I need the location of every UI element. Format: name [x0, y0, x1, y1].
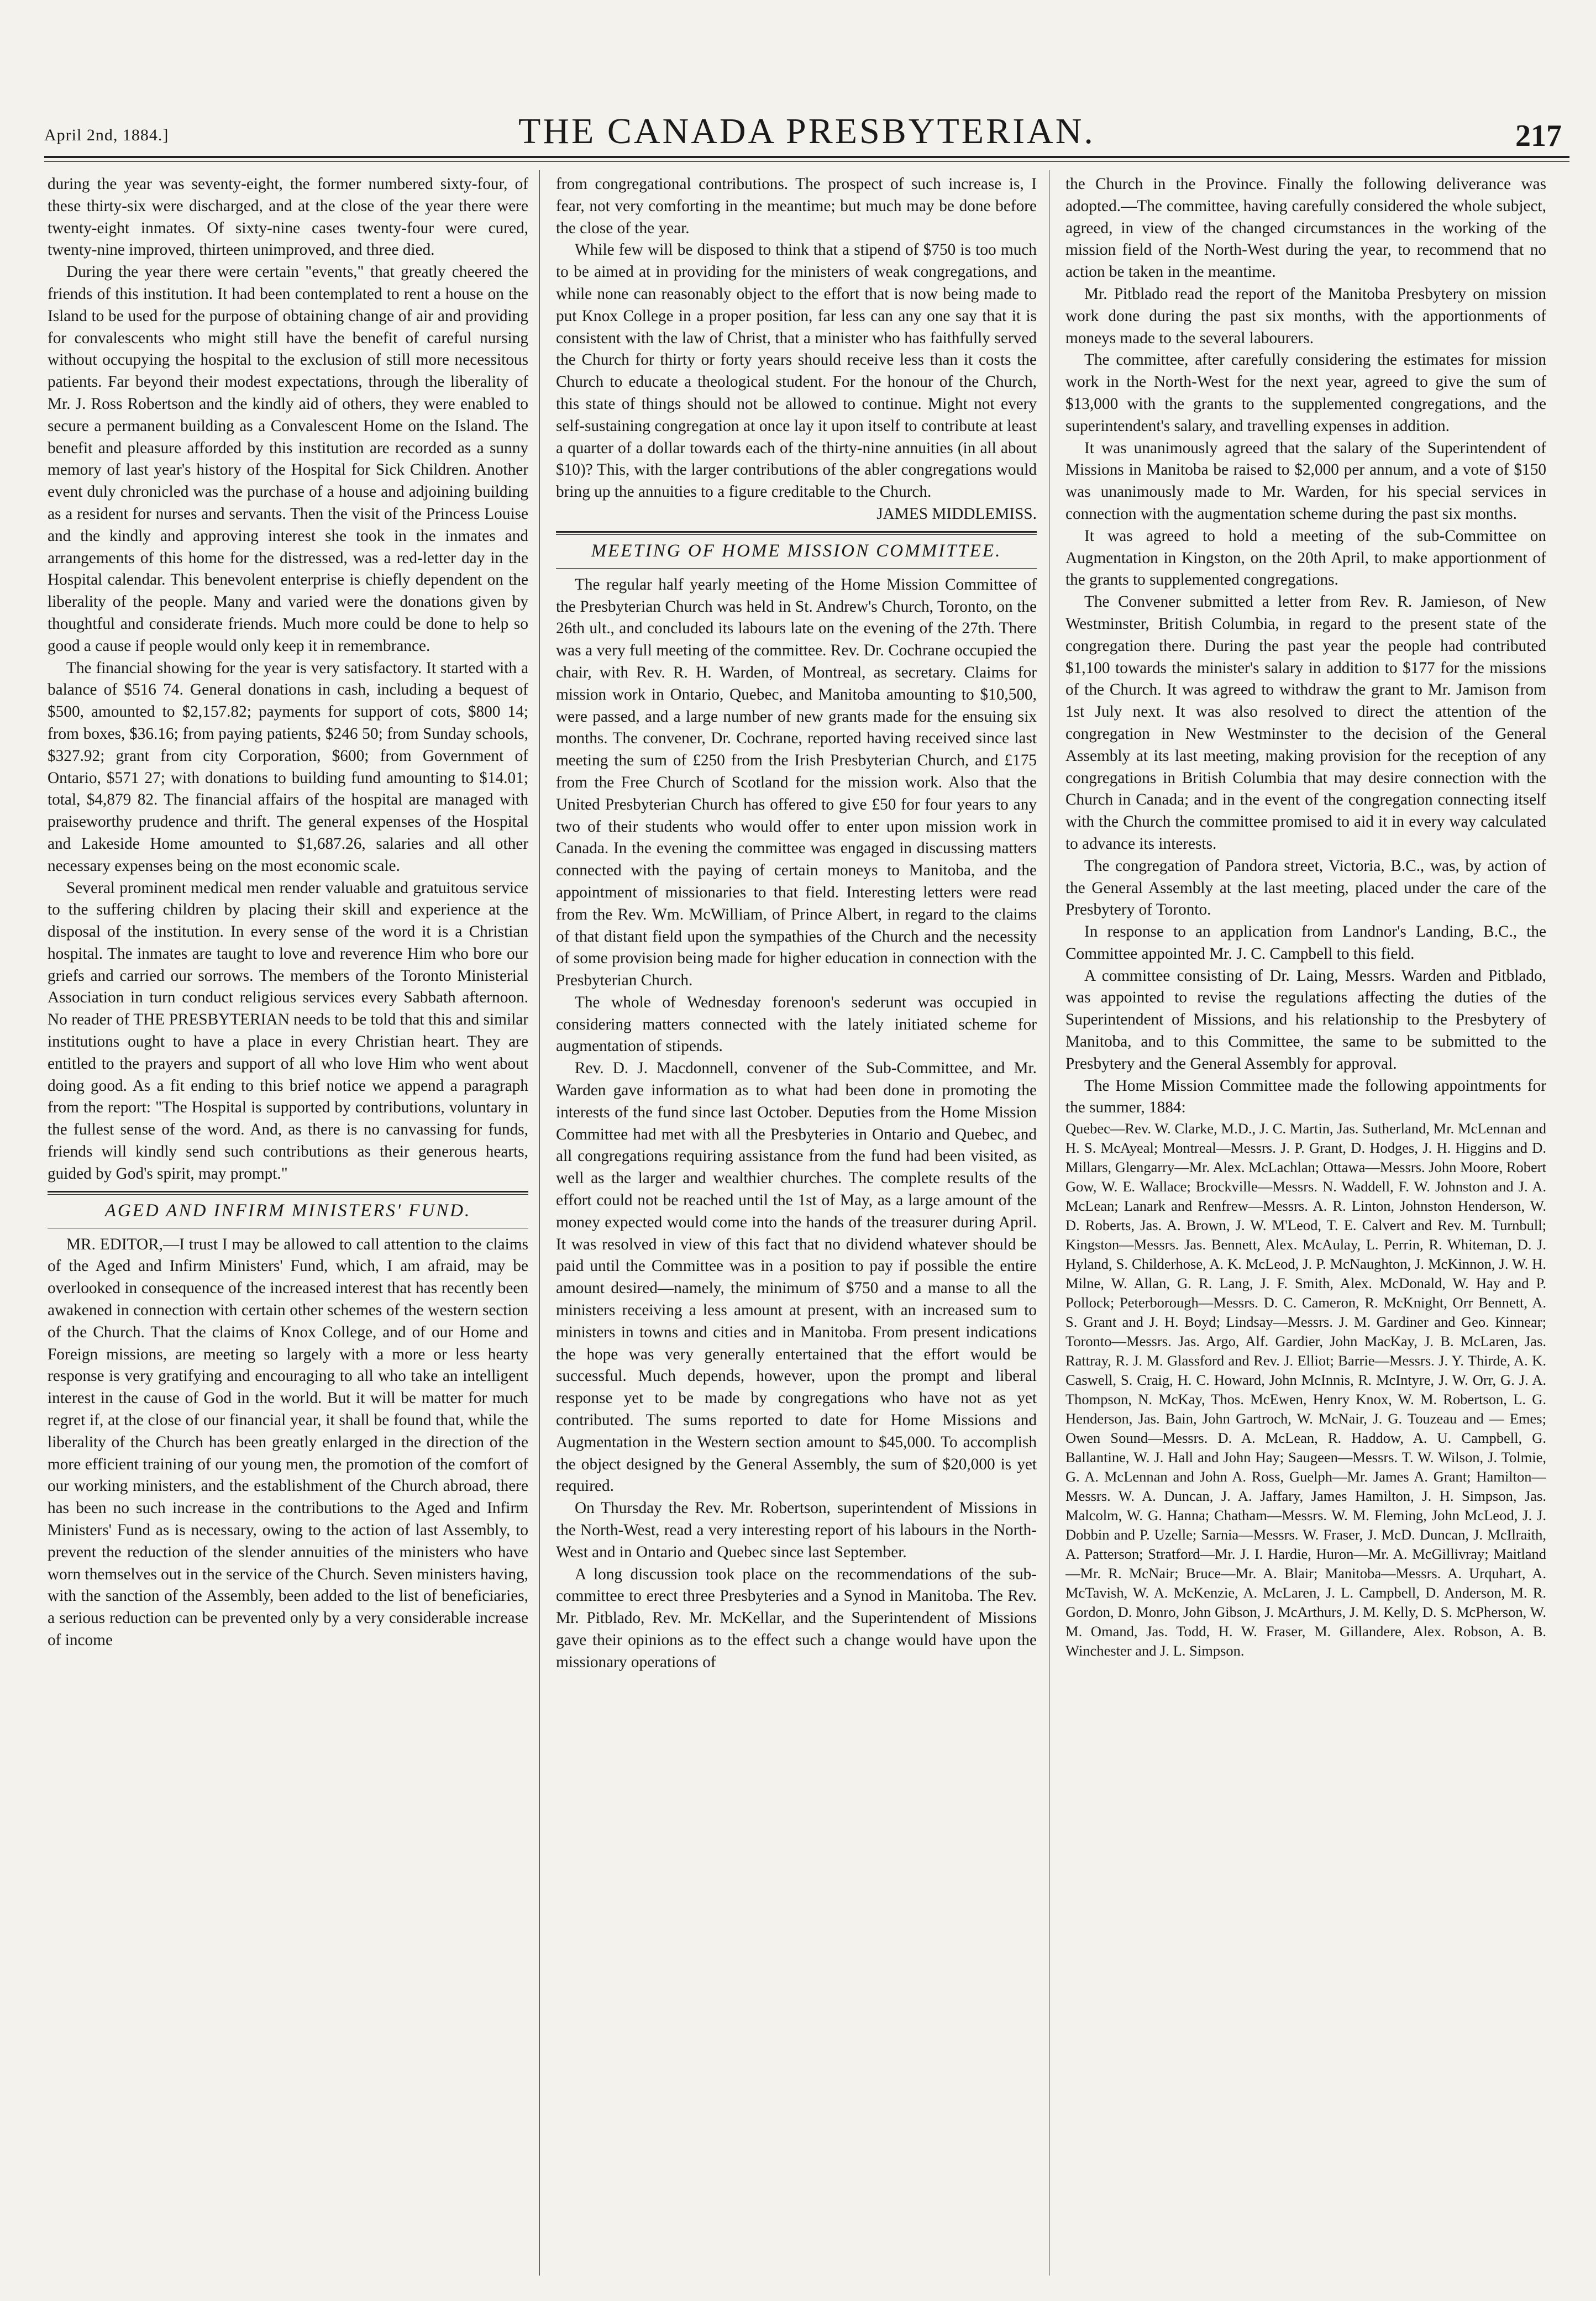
paragraph: the Church in the Province. Finally the following deliverance was adopted.—The committee, having carefully considered the whole subject, agreed, in view of the changed circumstances in the working of the mission field of the North-West during the year, to recommend that no action be taken in the meantime. [1065, 175, 1546, 281]
masthead-rule-thin [44, 161, 1569, 162]
article-heading: AGED AND INFIRM MINISTERS' FUND. [104, 1200, 471, 1221]
paragraph: The congregation of Pandora street, Victoria, B.C., was, by action of the General Assembly at the last meeting, placed under the care of the Presbytery of Toronto. [1065, 857, 1546, 919]
column-2 [556, 174, 1037, 2273]
paragraph: In response to an application from Landnor's Landing, B.C., the Committee appointed Mr. J. C. Campbell to this field. [1065, 923, 1546, 963]
paragraph: During the year there were certain "events," that greatly cheered the friends of this institution. It had been contemplated to rent a house on the Island to be used for the purpose of obtaining change of air and providing for convalescents who might still have the benefit of careful nursing without occupying the hospital to the exclusion of still more necessitous patients. Far beyond their modest expectations, through the liberality of Mr. J. Ross Robertson and the kindly aid of others, they were enabled to secure a permanent building as a Convalescent Home on the Island. The benefit and pleasure afforded by this institution are recorded as a sunny memory of last year's history of the Hospital for Sick Children. Another event duly chronicled was the purchase of a house and adjoining building as a resident for nurses and servants. Then the visit of the Princess Louise and the kindly and approving interest she took in the inmates and arrangements of this home for the distressed, was a red-letter day in the Hospital calendar. This benevolent enterprise is chiefly dependent on the liberality of the people. Many and varied were the donations given by thoughtful and considerate friends. Much more could be done to help so good a cause if people would only keep it in remembrance. [48, 263, 528, 655]
paragraph: The Home Mission Committee made the following appointments for the summer, 1884: [1065, 1076, 1546, 1117]
newspaper-title: THE CANADA PRESBYTERIAN. [518, 111, 1095, 151]
paragraph: The Convener submitted a letter from Rev. R. Jamieson, of New Westminster, British Columbia, in regard to the present state of the congregation there. During the past year the people had contributed $1,100 towards the minister's salary in addition to $177 for the missions of the Church. It was agreed to withdraw the grant to Mr. Jamison from 1st July next. It was also resolved to direct the attention of the congregation in New Westminster to the decision of the General Assembly at its last meeting, making provision for the reception of any congregations in British Columbia that may desire connection with the Church in Canada; and in the event of the congregation connecting itself with the Church the committee promised to aid it in every way calculated to advance its interests. [1065, 593, 1546, 853]
article-heading: MEETING OF HOME MISSION COMMITTEE. [591, 540, 1002, 561]
paragraph: It was unanimously agreed that the salary of the Superintendent of Missions in Manitoba be raised to $2,000 per annum, and a vote of $150 was unanimously made to Mr. Warden, for his special services in connection with the augmentation scheme during the past six months. [1065, 439, 1546, 523]
paragraph: The financial showing for the year is very satisfactory. It started with a balance of $516 74. General donations in cash, including a bequest of $500, amounted to $2,157.82; payments for support of cots, $800 14; from boxes, $36.16; from paying patients, $246 50; from Sunday schools, $327.92; grant from city Corporation, $600; from Government of Ontario, $571 27; with donations to building fund amounting to $14.01; total, $4,879 82. The financial affairs of the hospital are managed with praiseworthy prudence and thrift. The general expenses of the Hospital and Lakeside Home amounted to $1,687.26, salaries and all other necessary expenses being on the most economic scale. [48, 659, 528, 875]
paragraph: from congregational contributions. The prospect of such increase is, I fear, not very comforting in the meantime; but much may be done before the close of the year. [556, 175, 1037, 237]
page-number: 217 [1515, 119, 1562, 153]
section-divider [556, 531, 1037, 535]
column-3 [1065, 174, 1546, 2273]
issue-date: April 2nd, 1884.] [44, 126, 169, 144]
paragraph: Rev. D. J. Macdonnell, convener of the Sub-Committee, and Mr. Warden gave information as to what had been done in promoting the interests of the fund since last October. Deputies from the Home Mission Committee had met with all the Presbyteries in Ontario and Quebec, and all congregations requiring assistance from the fund had been visited, as well as the larger and wealthier churches. The complete results of the effort could not be reached until the 1st of May, as a large amount of the money expected would come into the hands of the treasurer during April. It was resolved in view of this fact that no dividend whatever should be paid until the Committee was in a position to pay if possible the entire amount desired—namely, the minimum of $750 and a manse to all the ministers receiving a less amount at present, with an increased sum to ministers in towns and cities and in Manitoba. From present indications the hope was very generally entertained that the effort would be successful. Much depends, however, upon the prompt and liberal response yet to be made by congregations who have not as yet contributed. The sums reported to date for Home Missions and Augmentation in the Western section amount to $45,000. To accomplish the object designed by the General Assembly, the sum of $20,000 is yet required. [556, 1059, 1037, 1495]
paragraph: The committee, after carefully considering the estimates for mission work in the North-West for the next year, agreed to give the sum of $13,000 with the grants to the supplemented congregations, and the superintendent's salary, and travelling expenses in addition. [1065, 351, 1546, 435]
paragraph: MR. EDITOR,—I trust I may be allowed to call attention to the claims of the Aged and Infirm Ministers' Fund, which, I am afraid, may be overlooked in consequence of the increased interest that has recently been awakened in connection with certain other schemes of the western section of the Church. That the claims of Knox College, and of our Home and Foreign missions, are meeting so largely with a more or less hearty response is very gratifying and encouraging to all who take an intelligent interest in the cause of God in the world. But it will be matter for much regret if, at the close of our financial year, it shall be found that, while the liberality of the Church has been greatly enlarged in the direction of the more efficient training of our young men, the promotion of the comfort of our working ministers, and the establishment of the Church abroad, there has been no such increase in the contributions to the Aged and Infirm Ministers' Fund as is necessary, owing to the action of last Assembly, to prevent the reduction of the slender annuities of the ministers who have worn themselves out in the service of the Church. Seven ministers having, with the sanction of the Assembly, been added to the list of beneficiaries, a serious reduction can be prevented only by a very considerable increase of income [48, 1235, 528, 1649]
column-1 [48, 174, 528, 2273]
paragraph: A long discussion took place on the recommendations of the sub-committee to erect three Presbyteries and a Synod in Manitoba. The Rev. Mr. Pitblado, Rev. Mr. McKellar, and the Superintendent of Missions gave their opinions as to the effect such a change would have upon the missionary operations of [556, 1565, 1037, 1671]
appointments-list [1065, 1119, 1546, 1661]
paragraph: While few will be disposed to think that a stipend of $750 is too much to be aimed at in providing for the ministers of weak congregations, and while none can reasonably object to the effort that is now being made to put Knox College in a proper position, far less can any one say that it is consistent with the law of Christ, that a minister who has faithfully served the Church for thirty or forty years should receive less than it costs the Church to educate a theological student. For the honour of the Church, this state of things should not be allowed to continue. Might not every self-sustaining congregation at once lay it upon itself to contribute at least a quarter of a dollar towards each of the thirty-nine annuities (in all about $10)? This, with the larger contributions of the abler congregations would bring up the annuities to a figure creditable to the Church. [556, 241, 1037, 501]
paragraph: Mr. Pitblado read the report of the Manitoba Presbytery on mission work done during the past six months, with the apportionments of moneys made to the several labourers. [1065, 285, 1546, 347]
paragraph: A committee consisting of Dr. Laing, Messrs. Warden and Pitblado, was appointed to revise the regulations affecting the duties of the Superintendent of Missions, and his relationship to the Presbytery of Manitoba, and to this Committee, the same to be submitted to the Presbytery and the General Assembly for approval. [1065, 966, 1546, 1073]
paragraph: It was agreed to hold a meeting of the sub-Committee on Augmentation in Kingston, on the 20th April, to make apportionment of the grants to supplemented congregations. [1065, 527, 1546, 589]
appointments-text: Quebec—Rev. W. Clarke, M.D., J. C. Martin, Jas. Sutherland, Mr. McLennan and H. S. McAyeal; Montreal—Messrs. J. P. Grant, D. Hodges, J. H. Higgins and D. Millars, Glengarry—Mr. Alex. McLachlan; Ottawa—Messrs. John Moore, Robert Gow, W. E. Wallace; Brockville—Messrs. N. Waddell, F. W. Johnston and J. A. McLean; Lanark and Renfrew—Messrs. A. R. Linton, Johnston Henderson, W. D. Roberts, Jas. A. Brown, J. W. M'Leod, T. E. Calvert and Rev. M. Turnbull; Kingston—Messrs. Jas. Bennett, Alex. McAulay, L. Perrin, R. Whiteman, D. J. Hyland, S. Childerhose, A. K. McLeod, J. P. McNaughton, J. McKinnon, J. W. H. Milne, W. Allan, G. R. Lang, J. F. Smith, Alex. McDonald, W. Hay and P. Pollock; Peterborough—Messrs. D. C. Cameron, R. McKnight, Orr Bennett, A. S. Grant and J. H. Boyd; Lindsay—Messrs. J. M. Gardiner and Geo. Kinnear; Toronto—Messrs. Jas. Argo, Alf. Gardier, John MacKay, J. B. McLaren, Jas. Rattray, R. J. M. Glassford and Rev. J. Elliot; Barrie—Messrs. J. Y. Thirde, A. K. Caswell, S. Craig, H. C. Howard, John McInnis, R. McIntyre, J. W. Orr, G. J. A. Thompson, N. McKay, Thos. McEwen, Henry Knox, W. M. Robertson, L. G. Henderson, Jas. Bain, John Gartroch, W. McNair, J. G. Touzeau and — Emes; Owen Sound—Messrs. D. A. McLean, R. Haddow, A. U. Campbell, G. Ballantine, W. J. Hall and John Hay; Saugeen—Messrs. T. W. Wilson, J. Tolmie, G. A. McLennan and John A. Ross, Guelph—Mr. James A. Grant; Hamilton—Messrs. W. A. Duncan, J. A. Jaffary, James Hamilton, J. H. Simpson, Jas. Malcolm, W. G. Hanna; Chatham—Messrs. W. M. Fleming, John McLeod, J. J. Dobbin and P. Uzelle; Sarnia—Messrs. W. Fraser, J. McD. Duncan, J. McIlraith, A. Patterson; Stratford—Mr. J. I. Hardie, Huron—Mr. A. McGillivray; Maitland—Mr. R. McNair; Bruce—Mr. A. Blair; Manitoba—Messrs. A. Urquhart, A. McTavish, W. A. McKenzie, A. McLaren, J. L. Campbell, D. Anderson, M. R. Gordon, D. Monro, John Gibson, J. McArthurs, J. M. Kelly, D. S. McPherson, W. M. Omand, Jas. Todd, H. W. Fraser, M. Gillandere, Alex. Robson, A. B. Winchester and J. L. Simpson. [1065, 1120, 1546, 1659]
paragraph: during the year was seventy-eight, the former numbered sixty-four, of these thirty-six were discharged, and at the close of the year there were twenty-eight inmates. Of sixty-nine cases twenty-four were cured, twenty-nine improved, thirteen unimproved, and three died. [48, 175, 528, 259]
paragraph: The regular half yearly meeting of the Home Mission Committee of the Presbyterian Church was held in St. Andrew's Church, Toronto, on the 26th ult., and concluded its labours late on the evening of the 27th. There was a very full meeting of the committee. Rev. Dr. Cochrane occupied the chair, with Rev. R. H. Warden, of Montreal, as secretary. Claims for mission work in Ontario, Quebec, and Manitoba amounting to $10,500, were passed, and a large number of new grants made for the ensuing six months. The convener, Dr. Cochrane, reported having received since last meeting the sum of £250 from the Irish Presbyterian Church, and £175 from the Free Church of Scotland for the mission work. Also that the United Presbyterian Church has offered to give £50 for four years to any two of their students who would offer to enter upon mission work in Canada. In the evening the committee was engaged in discussing matters connected with the paying of certain moneys to Manitoba, and the appointment of missionaries to that field. Interesting letters were read from the Rev. Wm. McWilliam, of Prince Albert, in regard to the claims of that distant field upon the sympathies of the Church and the necessity of some provision being made for higher education in connection with the Presbyterian Church. [556, 575, 1037, 990]
column-divider [539, 170, 540, 2276]
masthead-rule [44, 156, 1569, 158]
heading-rule [556, 568, 1037, 569]
paragraph: On Thursday the Rev. Mr. Robertson, superintendent of Missions in the North-West, read a very interesting report of his labours in the North-West and in Ontario and Quebec since last September. [556, 1499, 1037, 1561]
paragraph: The whole of Wednesday forenoon's sederunt was occupied in considering matters connected with the lately initiated scheme for augmentation of stipends. [556, 993, 1037, 1055]
signature: JAMES MIDDLEMISS. [876, 505, 1037, 523]
section-divider [48, 1191, 528, 1195]
paragraph: Several prominent medical men render valuable and gratuitous service to the suffering children by placing their skill and experience at the disposal of the institution. In every sense of the word it is a Christian hospital. The inmates are taught to love and reverence Him who bore our griefs and carried our sorrows. The members of the Toronto Ministerial Association in turn conduct religious services every Sabbath afternoon. No reader of THE PRESBYTERIAN needs to be told that this and similar institutions ought to have a place in every Christian heart. They are entitled to the prayers and support of all who love Him who went about doing good. As a fit ending to this brief notice we append a paragraph from the report: "The Hospital is supported by contributions, voluntary in the fullest sense of the word. And, as there is no canvassing for funds, friends will kindly send such contributions as their generous hearts, guided by God's spirit, may prompt." [48, 879, 528, 1183]
masthead [44, 111, 1569, 154]
